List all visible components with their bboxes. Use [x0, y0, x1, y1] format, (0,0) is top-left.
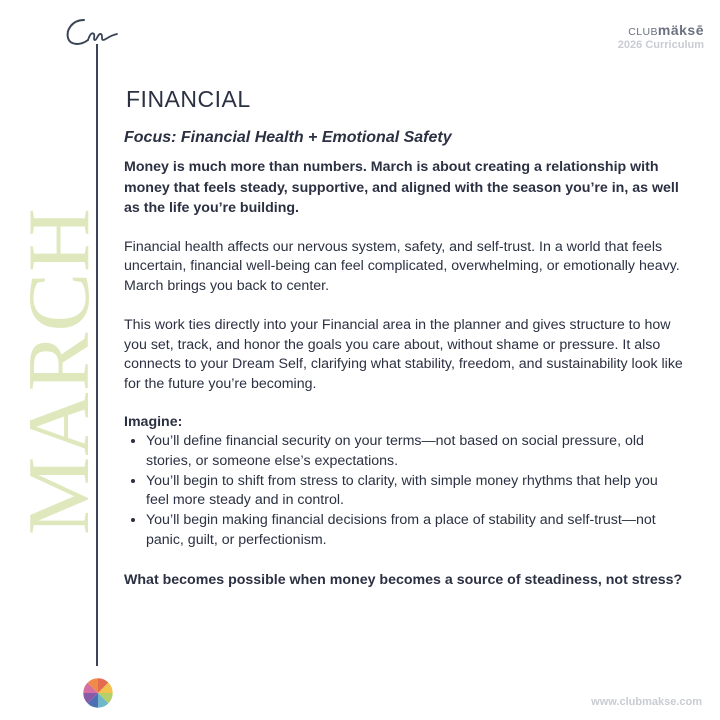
brand-header — [618, 22, 704, 51]
color-wheel-icon — [82, 677, 114, 709]
content — [124, 86, 684, 590]
imagine-list — [124, 432, 684, 551]
body-paragraph: This work ties directly into your Financial area in the planner and gives structure to how you set, track, and honor the goals you care about, without shame or pressure. It also connects to your Dream Self, clarifying what stability, freedom, and sustainability look like for the future you’re becoming. — [124, 316, 683, 393]
list-item: • You’ll begin making financial decisions from a place of stability and self-trust—not panic, guilt, or perfectionism. — [146, 511, 684, 551]
brand-subtitle: 2026 Curriculum — [617, 39, 704, 51]
list-item: • You’ll begin to shift from stress to clarity, with simple money rhythms that help you feel more steady and in control. — [146, 472, 684, 512]
imagine-heading: Imagine: — [124, 414, 183, 431]
brand-name-bold: mäksē — [657, 22, 704, 38]
closing-question: What becomes possible when money becomes a source of steadiness, not stress? — [124, 571, 683, 588]
footer-url-link[interactable]: www.clubmakse.com — [591, 696, 702, 708]
lead-paragraph: Money is much more than numbers. March is about creating a relationship with money that feels steady, supportive, and aligned with the season you’re in, as well as the life you’re building. — [124, 159, 679, 216]
cm-logo-icon — [62, 12, 122, 52]
focus-subheading: Focus: Financial Health + Emotional Safety — [124, 129, 452, 146]
brand-name[interactable] — [618, 22, 704, 38]
body-paragraph: Financial health affects our nervous system, safety, and self-trust. In a world that feels uncertain, financial well-being can feel complicated, overwhelming, or emotionally heavy. March brings you back to center. — [124, 238, 680, 295]
month-title: MARCH — [11, 207, 108, 535]
category-heading: FINANCIAL — [126, 86, 251, 112]
list-item: • You’ll define financial security on your terms—not based on social pressure, old stories, or someone else’s expectations. — [146, 432, 684, 472]
brand-name-light: CLUB — [628, 26, 658, 38]
